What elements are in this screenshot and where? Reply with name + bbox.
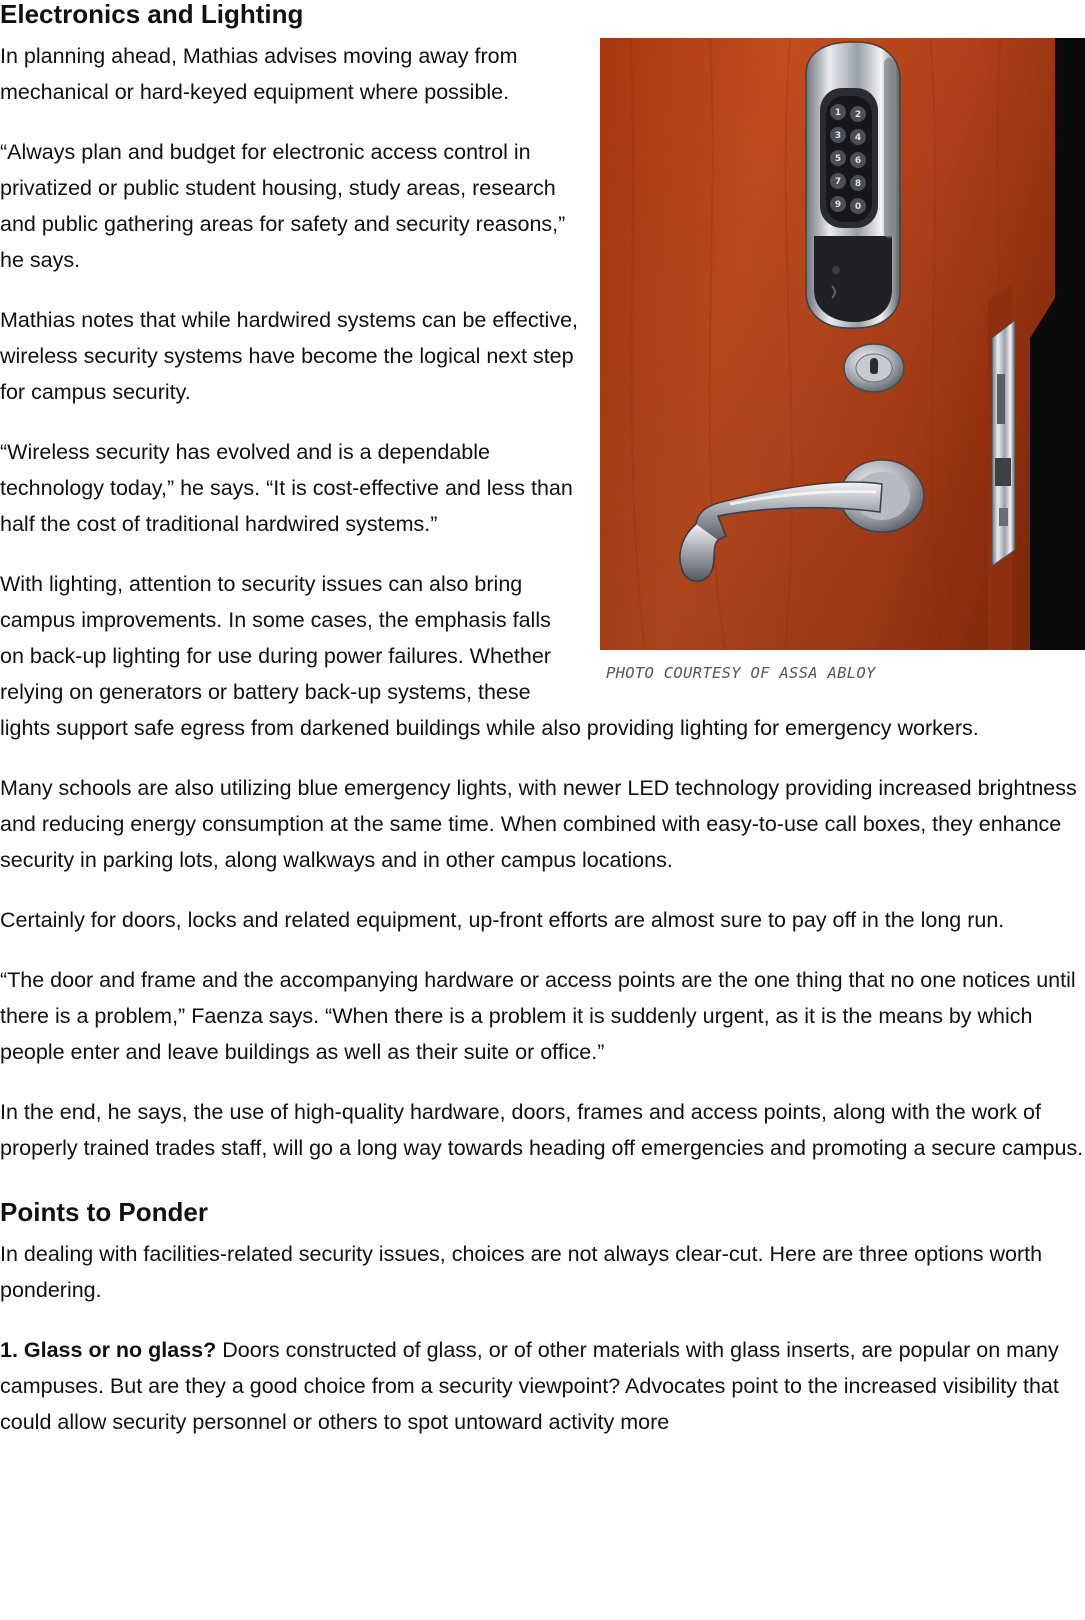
mortise-faceplate (992, 320, 1015, 566)
key-9: 9 (834, 200, 842, 210)
key-8: 8 (854, 179, 862, 189)
key-cylinder (844, 344, 904, 392)
door-lock-photo (600, 38, 1085, 650)
figure (600, 38, 1085, 683)
section-heading-electronics: Electronics and Lighting (0, 0, 304, 29)
key-0: 0 (854, 202, 862, 212)
point-item-1-text: Doors constructed of glass, or of other materials with glass inserts, are popular on many campuses. But are they a good choice from a security viewpoint? Advocates point to the increased visibility that could allow security personnel or others to spot untoward activity more (0, 1338, 1059, 1434)
point-item-1-lead: 1. Glass or no glass? (0, 1338, 217, 1362)
section-heading-points: Points to Ponder (0, 1197, 208, 1227)
paragraph: “Always plan and budget for electronic access control in privatized or public student housing, study areas, research and public gathering areas for safety and security reasons,” he says. (0, 140, 566, 272)
key-4: 4 (854, 133, 862, 143)
key-1: 1 (834, 108, 842, 118)
paragraph: In planning ahead, Mathias advises moving away from mechanical or hard-keyed equipment where possible. (0, 44, 518, 104)
points-intro: In dealing with facilities-related security issues, choices are not always clear-cut. Here are three options worth pondering. (0, 1242, 1043, 1302)
photo-caption: PHOTO COURTESY OF ASSA ABLOY (606, 664, 876, 682)
paragraph: With lighting, attention to security issues can also bring campus improvements. In some cases, the emphasis falls on back-up lighting for use during power failures. Whether relying on generators or battery back-up systems, these lights support safe egress from darkened buildings while also providing lighting for emergency workers. (0, 572, 979, 740)
point-item-1 (0, 1332, 1085, 1440)
key-6: 6 (854, 156, 862, 166)
paragraph: “Wireless security has evolved and is a dependable technology today,” he says. “It is cost-effective and less than half the cost of traditional hardwired systems.” (0, 440, 573, 536)
key-5: 5 (834, 154, 842, 164)
key-2: 2 (854, 110, 862, 120)
paragraph: “The door and frame and the accompanying hardware or access points are the one thing that no one notices until there is a problem,” Faenza says. “When there is a problem it is suddenly urgent, as it is the means by which people enter and leave buildings as well as their suite or office.” (0, 968, 1076, 1064)
paragraph: In the end, he says, the use of high-quality hardware, doors, frames and access points, along with the work of properly trained trades staff, will go a long way towards heading off emergencies and promoting a secure campus. (0, 1100, 1084, 1160)
key-7: 7 (834, 177, 842, 187)
paragraph: Certainly for doors, locks and related equipment, up-front efforts are almost sure to pay off in the long run. (0, 908, 1005, 932)
key-3: 3 (834, 131, 842, 141)
paragraph: Mathias notes that while hardwired systems can be effective, wireless security systems have become the logical next step for campus security. (0, 308, 579, 404)
paragraph: Many schools are also utilizing blue emergency lights, with newer LED technology providing increased brightness and reducing energy consumption at the same time. When combined with easy-to-use call boxes, they enhance security in parking lots, along walkways and in other campus locations. (0, 776, 1077, 872)
